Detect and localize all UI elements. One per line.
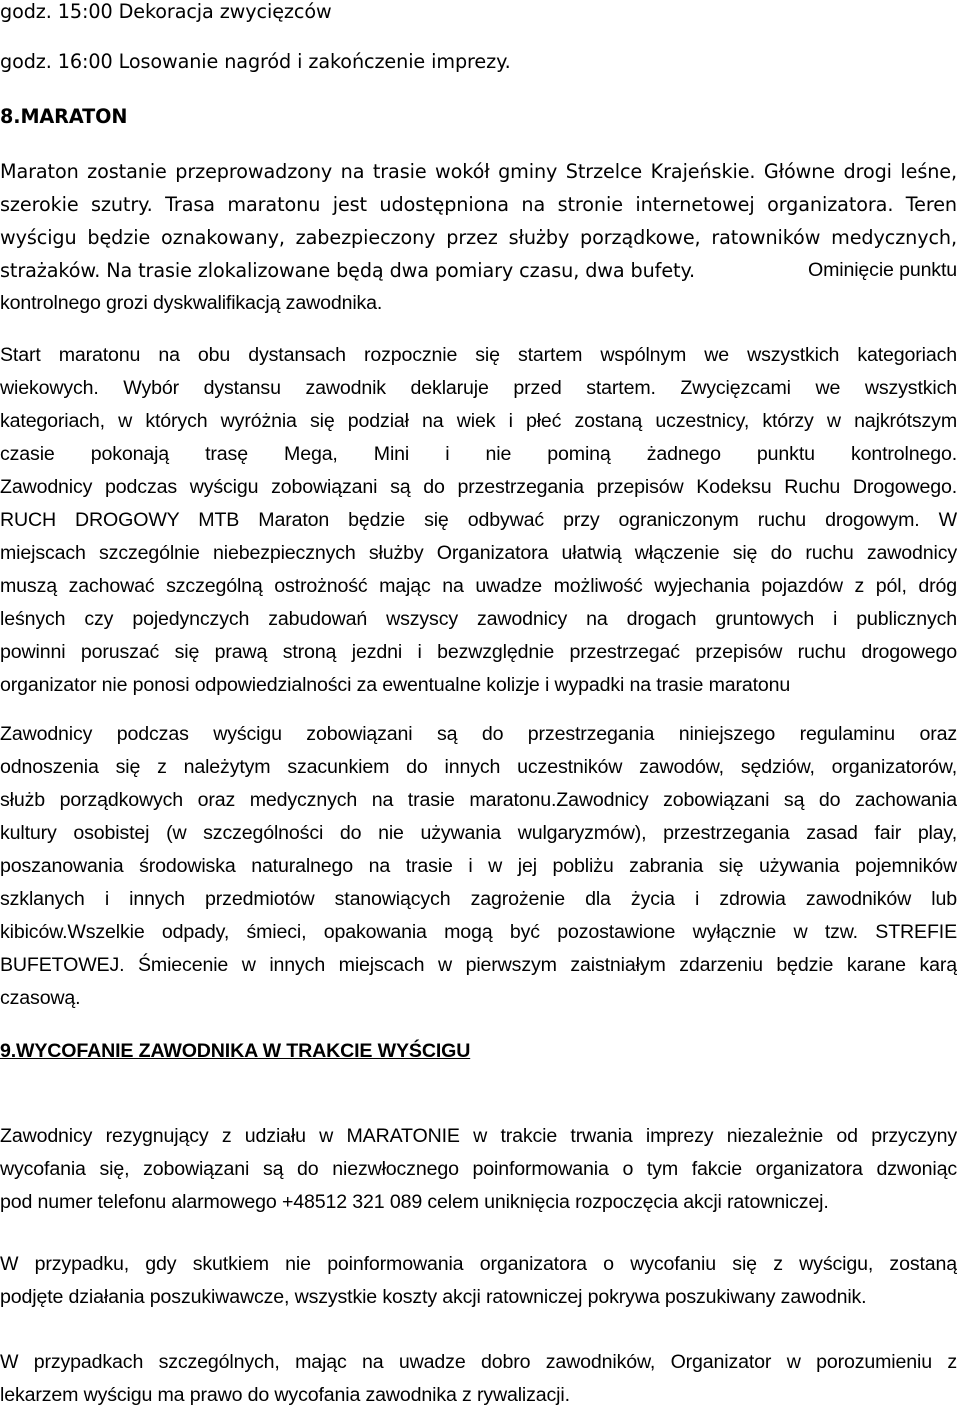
text-line: wyścigu będzie oznakowany, zabezpieczony przez służby porządkowe, ratowników medycznych,: [0, 226, 957, 249]
text-line: W przypadkach szczególnych, mając na uwadze dobro zawodników, Organizator w porozumieniu z: [0, 1351, 957, 1373]
text-line: wycofania się, zobowiązani są do niezwłocznego poinformowania o tym fakcie organizatora dzwoniąc: [0, 1158, 957, 1180]
text-line: kultury osobistej (w szczególności do nie używania wulgaryzmów), przestrzegania zasad fair play,: [0, 822, 957, 844]
text-line: wiekowych. Wybór dystansu zawodnik deklaruje przed startem. Zwycięzcami we wszystkich: [0, 377, 957, 399]
text-line: czasową.: [0, 987, 81, 1009]
text-line: organizator nie ponosi odpowiedzialności za ewentualne kolizje i wypadki na trasie maratonu: [0, 674, 791, 696]
text-line: Zawodnicy podczas wyścigu zobowiązani są do przestrzegania przepisów Kodeksu Ruchu Drogowego.: [0, 476, 957, 498]
text-line: RUCH DROGOWY MTB Maraton będzie się odbywać przy ograniczonym ruchu drogowym. W: [0, 509, 957, 531]
text-line: poszanowania środowiska naturalnego na trasie i w jej pobliżu zabrania się używania pojemników: [0, 855, 957, 877]
text-line: powinni poruszać się prawą stroną jezdni i bezwzględnie przestrzegać przepisów ruchu drogowego: [0, 641, 957, 663]
text-line: W przypadku, gdy skutkiem nie poinformowania organizatora o wycofaniu się z wyścigu, zostaną: [0, 1253, 957, 1275]
paragraph: [0, 339, 957, 702]
text-line: BUFETOWEJ. Śmiecenie w innych miejscach w pierwszym zaistniałym zdarzeniu będzie karane karą: [0, 954, 957, 976]
schedule-line: godz. 15:00 Dekoracja zwycięzców: [0, 0, 332, 23]
section-heading: [0, 1035, 957, 1068]
text-line: podjęte działania poszukiwawcze, wszystkie koszty akcji ratowniczej pokrywa poszukiwany zawodnik.: [0, 1286, 867, 1308]
text-line: odnoszenia się z należytym szacunkiem do innych uczestników zawodów, sędziów, organizatorów,: [0, 756, 957, 778]
paragraph: [0, 1346, 957, 1412]
paragraph: [0, 155, 957, 320]
text-line: szklanych i innych przedmiotów stanowiących zagrożenie dla życia i zdrowia zawodników lub: [0, 888, 957, 910]
section-heading: [0, 100, 957, 133]
text-line: [0, 254, 957, 287]
text-line: szerokie szutry. Trasa maratonu jest udostępniona na stronie internetowej organizatora. Teren: [0, 193, 957, 216]
text-line: Maraton zostanie przeprowadzony na trasie wokół gminy Strzelce Krajeńskie. Główne drogi leśne,: [0, 160, 957, 183]
text-line: kategoriach, w których wyróżnia się podział na wiek i płeć zostaną uczestnicy, którzy w najkrótszym: [0, 410, 957, 432]
section-9-heading: 9.WYCOFANIE ZAWODNIKA W TRAKCIE WYŚCIGU: [0, 1040, 471, 1062]
section-8-heading: 8.MARATON: [0, 105, 128, 128]
text-line: muszą zachować szczególną ostrożność mając na uwadze możliwość wyjechania pojazdów z pól, dróg: [0, 575, 957, 597]
paragraph: [0, 718, 957, 1015]
text-fragment: Ominięcie punktu: [808, 259, 957, 281]
text-line: kontrolnego grozi dyskwalifikacją zawodnika.: [0, 292, 383, 314]
text-line: miejscach szczególnie niebezpiecznych służby Organizatora ułatwią włączenie się do ruchu zawodnicy: [0, 542, 957, 564]
text-line: kibiców.Wszelkie odpady, śmieci, opakowania mogą być pozostawione wyłącznie w tzw. STREFIE: [0, 921, 957, 943]
schedule: [0, 45, 957, 78]
text-line: lekarzem wyścigu ma prawo do wycofania zawodnika z rywalizacji.: [0, 1384, 570, 1406]
text-line: pod numer telefonu alarmowego +48512 321 089 celem uniknięcia rozpoczęcia akcji ratowniczej.: [0, 1191, 829, 1213]
text-line: leśnych czy pojedynczych zabudowań wszyscy zawodnicy na drogach gruntowych i publicznych: [0, 608, 957, 630]
text-line: Zawodnicy rezygnujący z udziału w MARATONIE w trakcie trwania imprezy niezależnie od przyczyny: [0, 1125, 957, 1147]
schedule-line: godz. 16:00 Losowanie nagród i zakończenie imprezy.: [0, 50, 511, 73]
paragraph: [0, 1248, 957, 1314]
paragraph: [0, 1120, 957, 1219]
text-line: Start maratonu na obu dystansach rozpocznie się startem wspólnym we wszystkich kategoriach: [0, 344, 957, 366]
text-line: czasie pokonają trasę Mega, Mini i nie pominą żadnego punktu kontrolnego.: [0, 443, 957, 465]
text-line: służb porządkowych oraz medycznych na trasie maratonu.Zawodnicy zobowiązani są do zachowania: [0, 789, 957, 811]
text-fragment: strażaków. Na trasie zlokalizowane będą dwa pomiary czasu, dwa bufety.: [0, 259, 695, 282]
text-line: Zawodnicy podczas wyścigu zobowiązani są do przestrzegania niniejszego regulaminu oraz: [0, 723, 957, 745]
schedule: [0, 0, 957, 28]
